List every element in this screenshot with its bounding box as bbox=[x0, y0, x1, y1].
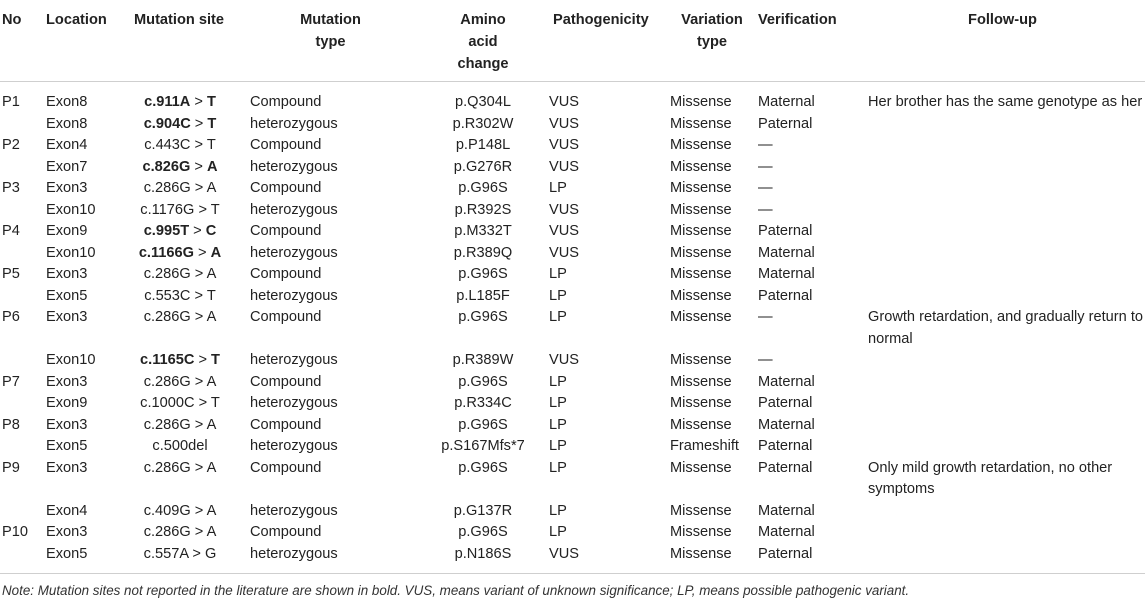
header-row bbox=[0, 0, 1145, 82]
mutation-site-arrow: > bbox=[190, 287, 207, 304]
cell-location: Exon3 bbox=[46, 180, 88, 196]
cell-variation-type: Missense bbox=[670, 180, 732, 196]
mutation-site-arrow: > bbox=[190, 502, 207, 519]
cell-mutation-site bbox=[128, 221, 238, 243]
cell-location: Exon9 bbox=[46, 223, 88, 239]
cell-amino-acid-change: p.G96S bbox=[458, 309, 508, 325]
cell-pathogenicity: LP bbox=[549, 180, 567, 196]
cell-mutation-type: heterozygous bbox=[250, 244, 338, 261]
cell-mutation-type: Compound bbox=[250, 223, 322, 239]
cell-mutation-site bbox=[128, 178, 238, 200]
cell-location: Exon5 bbox=[46, 287, 88, 304]
cell-variation-type: Missense bbox=[668, 544, 756, 574]
table-row bbox=[0, 243, 1145, 265]
table-row bbox=[0, 221, 1145, 243]
cell-mutation-type: heterozygous bbox=[250, 502, 338, 519]
cell-variation-type: Missense bbox=[670, 223, 732, 239]
cell-no: P8 bbox=[2, 416, 20, 433]
cell-mutation-type: Compound bbox=[250, 524, 322, 540]
cell-follow-up bbox=[860, 157, 1145, 179]
cell-verification: — bbox=[758, 137, 773, 153]
cell-mutation-site bbox=[128, 264, 238, 286]
cell-no: P6 bbox=[2, 309, 20, 325]
mutation-site-ref: c.911A bbox=[144, 94, 191, 110]
table-row bbox=[0, 372, 1145, 394]
cell-no bbox=[0, 286, 44, 308]
table-row bbox=[0, 114, 1145, 136]
cell-pathogenicity: VUS bbox=[549, 158, 580, 175]
cell-mutation-type: Compound bbox=[250, 373, 322, 390]
table-row bbox=[0, 178, 1145, 200]
mutation-site-arrow: > bbox=[194, 395, 211, 411]
mutation-site-arrow: > bbox=[190, 459, 207, 476]
table-row bbox=[0, 200, 1145, 222]
cell-pathogenicity: VUS bbox=[549, 94, 580, 110]
cell-amino-acid-change: p.R302W bbox=[452, 115, 514, 132]
cell-pathogenicity: LP bbox=[549, 502, 567, 519]
cell-verification: Paternal bbox=[758, 287, 813, 304]
table-row bbox=[0, 264, 1145, 286]
cell-mutation-type: heterozygous bbox=[250, 438, 338, 454]
mutation-site-alt: T bbox=[206, 287, 216, 304]
cell-follow-up bbox=[860, 415, 1145, 437]
mutation-site-ref: c.557A bbox=[143, 545, 189, 562]
mutation-site-ref: c.1176G bbox=[140, 201, 195, 218]
cell-pathogenicity: VUS bbox=[543, 544, 668, 574]
cell-variation-type: Frameshift bbox=[670, 438, 739, 454]
cell-follow-up bbox=[860, 501, 1145, 523]
table-row bbox=[0, 307, 1145, 350]
cell-verification: Maternal bbox=[758, 244, 815, 261]
cell-mutation-type: Compound bbox=[250, 180, 322, 196]
cell-mutation-site bbox=[128, 200, 238, 222]
mutation-site-arrow: > bbox=[190, 416, 207, 433]
cell-mutation-site bbox=[128, 157, 238, 179]
table-row bbox=[0, 522, 1145, 544]
cell-amino-acid-change: p.L185F bbox=[456, 287, 510, 304]
cell-variation-type: Missense bbox=[670, 158, 732, 175]
mutation-site-alt: T bbox=[210, 201, 220, 218]
mutation-site-alt: A bbox=[206, 373, 217, 390]
cell-mutation-site bbox=[128, 544, 238, 574]
cell-variation-type: Missense bbox=[670, 266, 732, 282]
cell-no bbox=[0, 544, 44, 574]
cell-variation-type: Missense bbox=[670, 416, 732, 433]
cell-pathogenicity: LP bbox=[549, 416, 567, 433]
cell-no: P10 bbox=[2, 524, 28, 540]
mutation-site-ref: c.995T bbox=[143, 223, 190, 239]
table-row bbox=[0, 157, 1145, 179]
cell-follow-up bbox=[860, 372, 1145, 394]
cell-amino-acid-change: p.R389W bbox=[452, 352, 514, 368]
cell-mutation-site bbox=[128, 307, 238, 350]
cell-variation-type: Missense bbox=[670, 94, 732, 110]
cell-no: P1 bbox=[2, 94, 20, 110]
cell-follow-up bbox=[860, 436, 1145, 458]
cell-variation-type: Missense bbox=[670, 524, 732, 540]
mutation-site-alt: A bbox=[206, 180, 217, 196]
cell-follow-up bbox=[860, 522, 1145, 544]
mutation-site-arrow: > bbox=[189, 223, 206, 239]
cell-follow-up bbox=[860, 544, 1145, 574]
cell-amino-acid-change: p.G96S bbox=[458, 524, 508, 540]
mutation-site-ref: c.286G bbox=[143, 373, 191, 390]
mutation-site-arrow: > bbox=[190, 180, 207, 196]
cell-verification: — bbox=[758, 201, 773, 218]
cell-verification: Maternal bbox=[758, 266, 815, 282]
cell-mutation-site bbox=[128, 436, 238, 458]
cell-amino-acid-change: p.R392S bbox=[454, 201, 512, 218]
mutation-site-ref: c.286G bbox=[143, 309, 191, 325]
cell-no: P2 bbox=[2, 137, 20, 153]
cell-variation-type: Missense bbox=[670, 395, 732, 411]
cell-mutation-type: Compound bbox=[250, 137, 322, 153]
cell-variation-type: Missense bbox=[670, 309, 732, 325]
mutation-site-alt: G bbox=[204, 545, 217, 562]
table-row bbox=[0, 393, 1145, 415]
header-no: No bbox=[0, 0, 44, 82]
cell-mutation-site bbox=[128, 458, 238, 501]
cell-mutation-site bbox=[128, 243, 238, 265]
mutation-site-alt: T bbox=[210, 395, 220, 411]
cell-amino-acid-change: p.Q304L bbox=[455, 94, 511, 110]
mutation-site-arrow: > bbox=[194, 244, 211, 261]
cell-follow-up bbox=[860, 350, 1145, 372]
cell-location: Exon4 bbox=[46, 137, 88, 153]
cell-no bbox=[0, 200, 44, 222]
cell-mutation-site bbox=[128, 415, 238, 437]
header-mutation-type: Mutation type bbox=[238, 0, 423, 82]
cell-location: Exon8 bbox=[46, 115, 88, 132]
table-row bbox=[0, 135, 1145, 157]
cell-pathogenicity: LP bbox=[549, 287, 567, 304]
cell-pathogenicity: LP bbox=[549, 524, 567, 540]
mutation-site-ref: c.553C bbox=[144, 287, 191, 304]
cell-verification: — bbox=[758, 309, 773, 325]
cell-amino-acid-change: p.G96S bbox=[458, 180, 508, 196]
mutation-site-ref: c.286G bbox=[143, 266, 191, 282]
mutation-site-arrow: > bbox=[190, 373, 207, 390]
cell-no: P7 bbox=[2, 373, 20, 390]
cell-pathogenicity: VUS bbox=[549, 352, 580, 368]
cell-variation-type: Missense bbox=[670, 459, 732, 476]
cell-no bbox=[0, 243, 44, 265]
cell-no: P3 bbox=[2, 180, 20, 196]
cell-variation-type: Missense bbox=[670, 287, 732, 304]
cell-verification: Maternal bbox=[758, 373, 815, 390]
cell-location: Exon3 bbox=[46, 266, 88, 282]
cell-pathogenicity: VUS bbox=[549, 137, 580, 153]
header-mutation-site: Mutation site bbox=[128, 0, 238, 82]
cell-location: Exon3 bbox=[46, 309, 88, 325]
cell-amino-acid-change: p.R334C bbox=[454, 395, 512, 411]
cell-amino-acid-change: p.G276R bbox=[453, 158, 513, 175]
cell-verification: Paternal bbox=[758, 223, 813, 239]
cell-amino-acid-change: p.R389Q bbox=[453, 244, 513, 261]
cell-pathogenicity: VUS bbox=[549, 223, 580, 239]
cell-mutation-type: heterozygous bbox=[250, 287, 338, 304]
cell-follow-up bbox=[860, 178, 1145, 200]
cell-location: Exon4 bbox=[46, 502, 88, 519]
mutation-site-arrow: > bbox=[194, 352, 212, 368]
cell-mutation-type: Compound bbox=[250, 94, 322, 110]
cell-mutation-site bbox=[128, 501, 238, 523]
mutation-site-ref: c.286G bbox=[143, 524, 191, 540]
cell-location: Exon3 bbox=[46, 524, 88, 540]
cell-pathogenicity: LP bbox=[549, 459, 567, 476]
table-row bbox=[0, 286, 1145, 308]
cell-amino-acid-change: p.G96S bbox=[458, 416, 508, 433]
cell-mutation-site bbox=[128, 114, 238, 136]
mutation-site-alt: T bbox=[211, 352, 220, 368]
cell-pathogenicity: LP bbox=[549, 266, 567, 282]
cell-mutation-type: heterozygous bbox=[250, 115, 338, 132]
cell-location: Exon5 bbox=[46, 438, 88, 454]
mutation-site-alt: A bbox=[206, 309, 217, 325]
cell-verification: Maternal bbox=[758, 524, 815, 540]
mutation-site-arrow: > bbox=[194, 201, 211, 218]
table-row bbox=[0, 82, 1145, 114]
mutation-site-alt: A bbox=[206, 502, 217, 519]
cell-variation-type: Missense bbox=[670, 115, 732, 132]
table-body bbox=[0, 82, 1145, 574]
cell-amino-acid-change: p.P148L bbox=[455, 137, 511, 153]
mutation-site-arrow: > bbox=[190, 115, 208, 132]
cell-no bbox=[0, 501, 44, 523]
cell-mutation-type: heterozygous bbox=[250, 201, 338, 218]
cell-pathogenicity: VUS bbox=[549, 244, 580, 261]
cell-no bbox=[0, 393, 44, 415]
cell-no bbox=[0, 436, 44, 458]
cell-location: Exon3 bbox=[46, 459, 88, 476]
mutation-site-arrow: > bbox=[190, 158, 207, 175]
cell-location: Exon7 bbox=[46, 158, 88, 175]
cell-amino-acid-change: p.G96S bbox=[458, 459, 508, 476]
cell-mutation-type: Compound bbox=[250, 309, 322, 325]
cell-follow-up: Only mild growth retardation, no other symptoms bbox=[868, 459, 1113, 497]
cell-mutation-type: Compound bbox=[250, 459, 322, 476]
header-verification: Verification bbox=[756, 0, 860, 82]
mutation-site-ref: c.443C bbox=[144, 137, 191, 153]
cell-location: Exon5 bbox=[44, 544, 128, 574]
cell-verification: Paternal bbox=[758, 115, 813, 132]
cell-verification: Paternal bbox=[756, 544, 860, 574]
cell-variation-type: Missense bbox=[670, 502, 732, 519]
mutation-site-ref: c.1166G bbox=[138, 244, 194, 261]
cell-follow-up bbox=[860, 221, 1145, 243]
header-location: Location bbox=[44, 0, 128, 82]
cell-mutation-type: Compound bbox=[250, 266, 322, 282]
mutation-site-alt: A bbox=[210, 244, 222, 261]
mutation-site-arrow: > bbox=[188, 545, 205, 562]
cell-verification: Maternal bbox=[758, 94, 815, 110]
cell-follow-up: Growth retardation, and gradually return to normal bbox=[868, 309, 1144, 347]
cell-follow-up bbox=[860, 114, 1145, 136]
header-follow-up: Follow-up bbox=[860, 0, 1145, 82]
cell-no: P9 bbox=[2, 459, 20, 476]
mutation-site-alt: A bbox=[206, 266, 217, 282]
mutation-site-ref: c.286G bbox=[143, 459, 191, 476]
cell-amino-acid-change: p.G96S bbox=[458, 373, 508, 390]
cell-amino-acid-change: p.N186S bbox=[423, 544, 543, 574]
cell-verification: Maternal bbox=[758, 502, 815, 519]
cell-no: P5 bbox=[2, 266, 20, 282]
cell-verification: Paternal bbox=[758, 438, 813, 454]
cell-mutation-site bbox=[128, 522, 238, 544]
table-row bbox=[0, 544, 1145, 574]
cell-follow-up: Her brother has the same genotype as her bbox=[868, 94, 1143, 110]
mutation-site-alt: A bbox=[206, 158, 218, 175]
table-row bbox=[0, 501, 1145, 523]
cell-mutation-type: Compound bbox=[250, 416, 322, 433]
cell-verification: Maternal bbox=[758, 416, 815, 433]
mutation-site-alt: T bbox=[207, 115, 217, 132]
table-note: Note: Mutation sites not reported in the literature are shown in bold. VUS, means variant of unknown significance; LP, means possible pathogenic variant. bbox=[2, 583, 910, 598]
cell-verification: — bbox=[758, 352, 773, 368]
mutation-site-ref: c.826G bbox=[142, 158, 191, 175]
mutation-site-alt: T bbox=[206, 137, 216, 153]
cell-no: P4 bbox=[2, 223, 20, 239]
mutation-site-alt: A bbox=[206, 459, 217, 476]
cell-amino-acid-change: p.G96S bbox=[458, 266, 508, 282]
cell-mutation-type: heterozygous bbox=[250, 158, 338, 175]
cell-follow-up bbox=[860, 264, 1145, 286]
mutation-site-ref: c.904C bbox=[143, 115, 191, 132]
table-row bbox=[0, 415, 1145, 437]
cell-pathogenicity: LP bbox=[549, 395, 567, 411]
mutation-site-ref: c.1000C bbox=[140, 395, 195, 411]
cell-no bbox=[0, 114, 44, 136]
cell-mutation-site bbox=[128, 82, 238, 114]
mutation-site-alt: T bbox=[206, 94, 216, 110]
cell-mutation-site bbox=[128, 393, 238, 415]
mutation-site-ref: c.286G bbox=[143, 180, 191, 196]
cell-variation-type: Missense bbox=[670, 244, 732, 261]
cell-pathogenicity: VUS bbox=[549, 201, 580, 218]
cell-mutation-site bbox=[128, 286, 238, 308]
cell-mutation-site bbox=[128, 135, 238, 157]
cell-verification: Paternal bbox=[758, 459, 813, 476]
cell-pathogenicity: LP bbox=[549, 438, 567, 454]
cell-follow-up bbox=[860, 243, 1145, 265]
cell-variation-type: Missense bbox=[670, 137, 732, 153]
cell-variation-type: Missense bbox=[670, 201, 732, 218]
cell-location: Exon8 bbox=[46, 94, 88, 110]
mutation-site-arrow: > bbox=[190, 524, 207, 540]
cell-verification: — bbox=[758, 158, 773, 175]
cell-amino-acid-change: p.S167Mfs*7 bbox=[441, 438, 525, 454]
header-variation-type: Variation type bbox=[668, 0, 756, 82]
cell-variation-type: Missense bbox=[670, 373, 732, 390]
cell-pathogenicity: LP bbox=[549, 309, 567, 325]
cell-follow-up bbox=[860, 393, 1145, 415]
cell-variation-type: Missense bbox=[670, 352, 732, 368]
cell-verification: Paternal bbox=[758, 395, 813, 411]
mutation-site-alt: A bbox=[206, 524, 217, 540]
cell-follow-up bbox=[860, 200, 1145, 222]
table-header bbox=[0, 0, 1145, 82]
mutation-site-ref: c.286G bbox=[143, 416, 191, 433]
mutation-site-arrow: > bbox=[190, 266, 207, 282]
cell-mutation-type: heterozygous bbox=[238, 544, 423, 574]
cell-mutation-type: heterozygous bbox=[250, 352, 338, 368]
cell-amino-acid-change: p.M332T bbox=[454, 223, 512, 239]
mutation-site-arrow: > bbox=[190, 309, 207, 325]
cell-location: Exon10 bbox=[46, 244, 96, 261]
cell-location: Exon3 bbox=[46, 416, 88, 433]
cell-follow-up bbox=[860, 286, 1145, 308]
mutation-site-ref: c.500del bbox=[152, 438, 208, 454]
cell-mutation-type: heterozygous bbox=[250, 395, 338, 411]
cell-pathogenicity: LP bbox=[549, 373, 567, 390]
cell-mutation-site bbox=[128, 372, 238, 394]
mutation-site-ref: c.409G bbox=[143, 502, 191, 519]
cell-location: Exon10 bbox=[46, 201, 96, 218]
header-amino-acid-change: Amino acid change bbox=[423, 0, 543, 82]
table-row bbox=[0, 436, 1145, 458]
mutation-site-alt: C bbox=[205, 223, 217, 239]
mutation-site-arrow: > bbox=[190, 94, 207, 110]
cell-location: Exon9 bbox=[46, 395, 88, 411]
mutation-site-alt: A bbox=[206, 416, 217, 433]
mutation-site-ref: c.1165C bbox=[140, 352, 195, 368]
cell-location: Exon3 bbox=[46, 373, 88, 390]
cell-no bbox=[0, 350, 44, 372]
cell-follow-up bbox=[860, 135, 1145, 157]
mutation-site-arrow: > bbox=[190, 137, 207, 153]
cell-verification: — bbox=[758, 180, 773, 196]
table-row bbox=[0, 458, 1145, 501]
header-pathogenicity: Pathogenicity bbox=[543, 0, 668, 82]
cell-amino-acid-change: p.G137R bbox=[453, 502, 513, 519]
cell-mutation-site bbox=[128, 350, 238, 372]
cell-no bbox=[0, 157, 44, 179]
cell-pathogenicity: VUS bbox=[549, 115, 580, 132]
table-row bbox=[0, 350, 1145, 372]
cell-location: Exon10 bbox=[46, 352, 96, 368]
